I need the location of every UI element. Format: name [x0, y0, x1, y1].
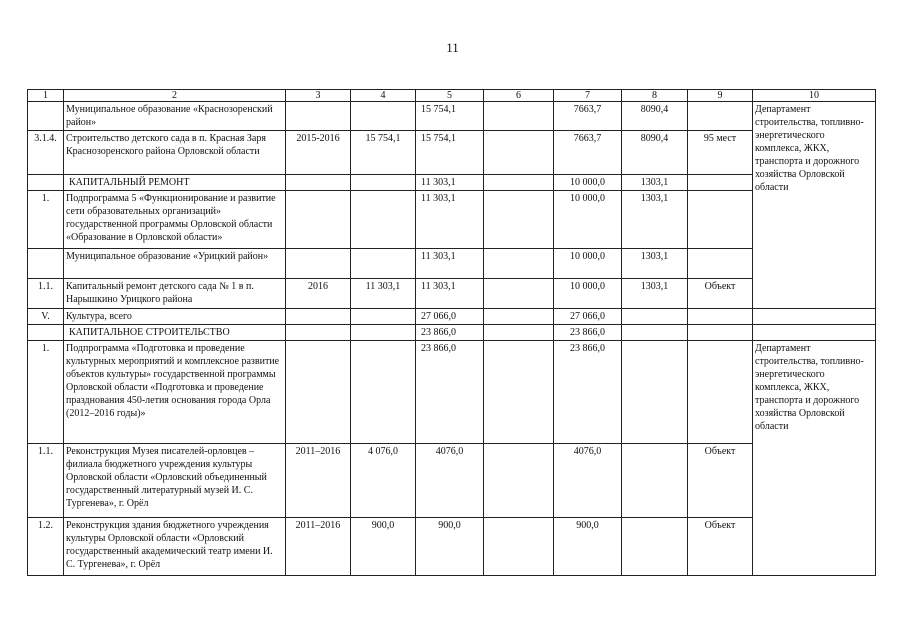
page-number: 11	[446, 40, 459, 55]
row-col6	[484, 249, 554, 279]
row-col9	[688, 341, 753, 444]
budget-table	[27, 89, 876, 576]
row-name: Реконструкция Музея писателей-орловцев – филиала бюджетного учреждения культуры Орловской области «Орловский объединенный государственный литературный музей И. С. Тургенева», г. Орёл	[64, 444, 286, 518]
header-cell: 8	[622, 90, 688, 102]
row-col4: 4 076,0	[351, 444, 416, 518]
row-col4	[351, 191, 416, 249]
row-col8: 1303,1	[622, 175, 688, 191]
row-col5: 27 066,0	[416, 309, 484, 325]
header-cell: 2	[64, 90, 286, 102]
row-col6	[484, 518, 554, 576]
row-period	[286, 175, 351, 191]
row-number	[28, 249, 64, 279]
table-row	[28, 175, 876, 191]
row-col4: 11 303,1	[351, 279, 416, 309]
row-period	[286, 341, 351, 444]
row-period: 2011–2016	[286, 518, 351, 576]
row-col9: Объект	[688, 518, 753, 576]
row-col4	[351, 102, 416, 131]
empty-dept-cell	[753, 309, 876, 325]
row-col6	[484, 444, 554, 518]
row-number: 1.	[28, 191, 64, 249]
table-row	[28, 309, 876, 325]
row-col5: 900,0	[416, 518, 484, 576]
table-row	[28, 249, 876, 279]
row-col9	[688, 175, 753, 191]
row-col7: 4076,0	[554, 444, 622, 518]
row-col8: 8090,4	[622, 102, 688, 131]
table-row	[28, 518, 876, 576]
row-col4	[351, 175, 416, 191]
row-col8	[622, 444, 688, 518]
row-col7: 10 000,0	[554, 191, 622, 249]
row-col7: 7663,7	[554, 131, 622, 175]
row-col5: 23 866,0	[416, 325, 484, 341]
row-name: КАПИТАЛЬНОЕ СТРОИТЕЛЬСТВО	[64, 325, 286, 341]
row-col8	[622, 518, 688, 576]
row-col6	[484, 131, 554, 175]
row-name: Строительство детского сада в п. Красная Заря Краснозоренского района Орловской области	[64, 131, 286, 175]
header-cell: 10	[753, 90, 876, 102]
row-period	[286, 191, 351, 249]
row-col9: 95 мест	[688, 131, 753, 175]
table-row	[28, 279, 876, 309]
header-cell: 9	[688, 90, 753, 102]
row-name: Культура, всего	[64, 309, 286, 325]
row-col5: 11 303,1	[416, 191, 484, 249]
table-row	[28, 102, 876, 131]
row-col6	[484, 102, 554, 131]
row-col4: 900,0	[351, 518, 416, 576]
table-row	[28, 191, 876, 249]
row-number: 3.1.4.	[28, 131, 64, 175]
row-col6	[484, 279, 554, 309]
row-number: 1.	[28, 341, 64, 444]
row-name: Муниципальное образование «Урицкий район»	[64, 249, 286, 279]
row-col5: 11 303,1	[416, 175, 484, 191]
row-period: 2015-2016	[286, 131, 351, 175]
row-col4	[351, 309, 416, 325]
department-cell: Департамент строительства, топливно-энергетического комплекса, ЖКХ, транспорта и дорожного хозяйства Орловской области	[753, 102, 876, 309]
row-number	[28, 325, 64, 341]
row-col7: 23 866,0	[554, 341, 622, 444]
row-period: 2011–2016	[286, 444, 351, 518]
row-col6	[484, 309, 554, 325]
row-col7: 23 866,0	[554, 325, 622, 341]
row-col9	[688, 249, 753, 279]
row-col4: 15 754,1	[351, 131, 416, 175]
row-number: 1.2.	[28, 518, 64, 576]
row-col6	[484, 175, 554, 191]
row-col5: 15 754,1	[416, 102, 484, 131]
header-cell: 3	[286, 90, 351, 102]
row-name: Подпрограмма 5 «Функционирование и развитие сети образовательных организаций» государственной программы Орловской области «Образование в Орловской области»	[64, 191, 286, 249]
row-col5: 23 866,0	[416, 341, 484, 444]
header-cell: 5	[416, 90, 484, 102]
row-number: V.	[28, 309, 64, 325]
row-col9	[688, 191, 753, 249]
row-period	[286, 309, 351, 325]
empty-dept-cell	[753, 325, 876, 341]
row-period	[286, 249, 351, 279]
row-col8: 1303,1	[622, 249, 688, 279]
table-row	[28, 131, 876, 175]
row-name: Подпрограмма «Подготовка и проведение культурных мероприятий и комплексное развитие объектов культуры» государственной программы Орловской области «Подготовка и проведение празднования 450-летия основания города Орла (2012–2016 годы)»	[64, 341, 286, 444]
row-col5: 11 303,1	[416, 249, 484, 279]
row-period: 2016	[286, 279, 351, 309]
row-period	[286, 325, 351, 341]
row-col8: 1303,1	[622, 279, 688, 309]
row-col9	[688, 309, 753, 325]
row-col9	[688, 102, 753, 131]
row-number: 1.1.	[28, 444, 64, 518]
row-col8	[622, 325, 688, 341]
header-cell: 6	[484, 90, 554, 102]
row-col8	[622, 309, 688, 325]
row-col4	[351, 249, 416, 279]
row-number: 1.1.	[28, 279, 64, 309]
table-header-row	[28, 90, 876, 102]
row-number	[28, 102, 64, 131]
table-row	[28, 444, 876, 518]
row-col9	[688, 325, 753, 341]
row-col5: 4076,0	[416, 444, 484, 518]
department-cell: Департамент строительства, топливно-энергетического комплекса, ЖКХ, транспорта и дорожного хозяйства Орловской области	[753, 341, 876, 576]
row-col7: 27 066,0	[554, 309, 622, 325]
row-col6	[484, 191, 554, 249]
row-col5: 11 303,1	[416, 279, 484, 309]
row-col9: Объект	[688, 279, 753, 309]
row-col7: 7663,7	[554, 102, 622, 131]
row-period	[286, 102, 351, 131]
row-col7: 10 000,0	[554, 175, 622, 191]
row-col6	[484, 341, 554, 444]
row-col9: Объект	[688, 444, 753, 518]
row-col7: 10 000,0	[554, 279, 622, 309]
header-cell: 4	[351, 90, 416, 102]
row-col8	[622, 341, 688, 444]
row-col7: 900,0	[554, 518, 622, 576]
row-name: Реконструкция здания бюджетного учреждения культуры Орловской области «Орловский государственный академический театр имени И. С. Тургенева», г. Орёл	[64, 518, 286, 576]
row-name: Капитальный ремонт детского сада № 1 в п. Нарышкино Урицкого района	[64, 279, 286, 309]
row-col7: 10 000,0	[554, 249, 622, 279]
row-col4	[351, 325, 416, 341]
header-cell: 7	[554, 90, 622, 102]
table-row	[28, 341, 876, 444]
row-col8: 8090,4	[622, 131, 688, 175]
row-number	[28, 175, 64, 191]
row-col8: 1303,1	[622, 191, 688, 249]
row-col4	[351, 341, 416, 444]
row-name: Муниципальное образование «Краснозоренский район»	[64, 102, 286, 131]
row-col5: 15 754,1	[416, 131, 484, 175]
row-name: КАПИТАЛЬНЫЙ РЕМОНТ	[64, 175, 286, 191]
header-cell: 1	[28, 90, 64, 102]
row-col6	[484, 325, 554, 341]
table-row	[28, 325, 876, 341]
